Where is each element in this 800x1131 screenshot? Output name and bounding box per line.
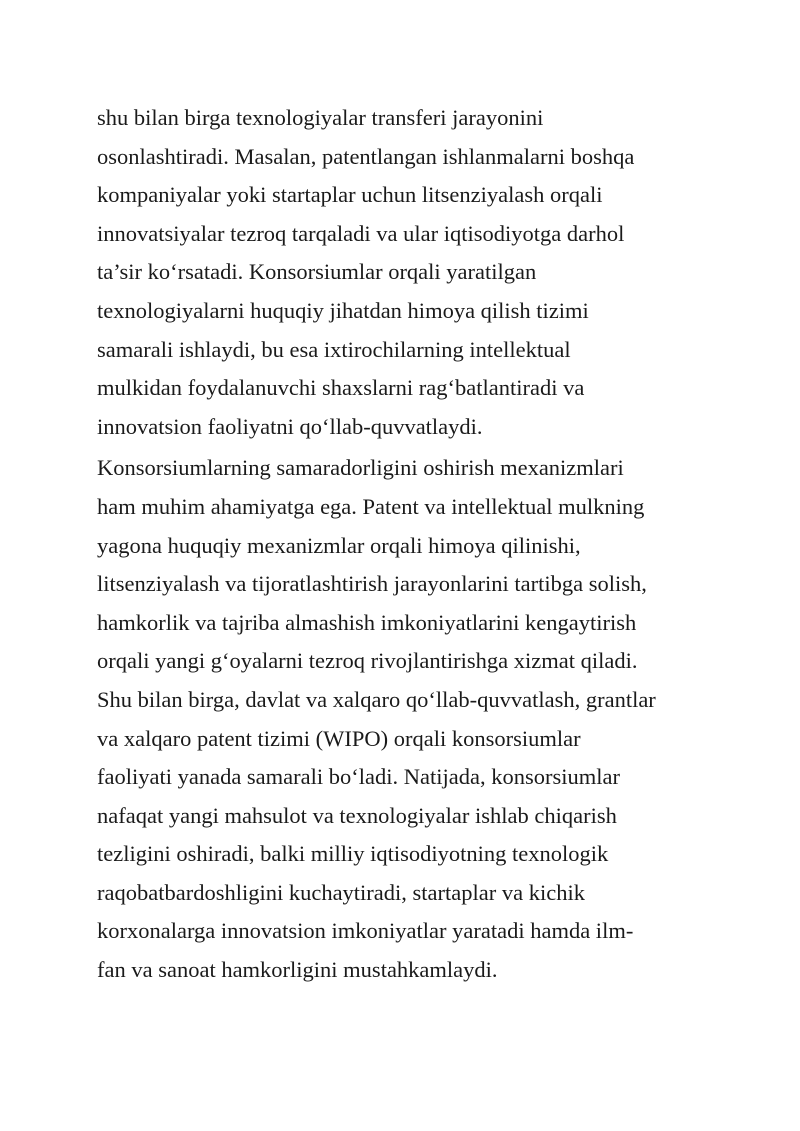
text-line: yagona huquqiy mexanizmlar orqali himoya qilinishi, [97, 532, 581, 558]
text-line: korxonalarga innovatsion imkoniyatlar yaratadi hamda ilm- [97, 918, 634, 944]
text-line: faoliyati yanada samarali bo‘ladi. Natijada, konsorsiumlar [97, 764, 620, 790]
document-body [97, 99, 707, 990]
text-line: innovatsiyalar tezroq tarqaladi va ular iqtisodiyotga darhol [97, 220, 625, 246]
text-line: innovatsion faoliyatni qo‘llab-quvvatlaydi. [97, 413, 483, 439]
text-line: raqobatbardoshligini kuchaytiradi, startaplar va kichik [97, 879, 585, 905]
text-line: tezligini oshiradi, balki milliy iqtisodiyotning texnologik [97, 841, 609, 867]
text-line: nafaqat yangi mahsulot va texnologiyalar ishlab chiqarish [97, 802, 617, 828]
paragraph-2 [97, 449, 707, 989]
text-line: hamkorlik va tajriba almashish imkoniyatlarini kengaytirish [97, 609, 637, 635]
text-line: osonlashtiradi. Masalan, patentlangan ishlanmalarni boshqa [97, 143, 635, 169]
paragraph-1 [97, 99, 707, 446]
text-line: texnologiyalarni huquqiy jihatdan himoya qilish tizimi [97, 297, 589, 323]
text-line: ham muhim ahamiyatga ega. Patent va intellektual mulkning [97, 493, 645, 519]
text-line: Shu bilan birga, davlat va xalqaro qo‘llab-quvvatlash, grantlar [97, 686, 656, 712]
text-line: shu bilan birga texnologiyalar transferi jarayonini [97, 105, 544, 130]
text-line: orqali yangi g‘oyalarni tezroq rivojlantirishga xizmat qiladi. [97, 648, 638, 674]
text-line: Konsorsiumlarning samaradorligini oshirish mexanizmlari [97, 455, 624, 481]
text-line: litsenziyalash va tijoratlashtirish jarayonlarini tartibga solish, [97, 571, 647, 597]
text-line: samarali ishlaydi, bu esa ixtirochilarning intellektual [97, 336, 571, 362]
text-line: ta’sir ko‘rsatadi. Konsorsiumlar orqali yaratilgan [97, 259, 537, 285]
text-line: va xalqaro patent tizimi (WIPO) orqali konsorsiumlar [97, 725, 581, 751]
text-line: mulkidan foydalanuvchi shaxslarni rag‘batlantiradi va [97, 375, 585, 401]
text-line: kompaniyalar yoki startaplar uchun litsenziyalash orqali [97, 182, 603, 208]
text-line: fan va sanoat hamkorligini mustahkamlaydi. [97, 957, 498, 983]
